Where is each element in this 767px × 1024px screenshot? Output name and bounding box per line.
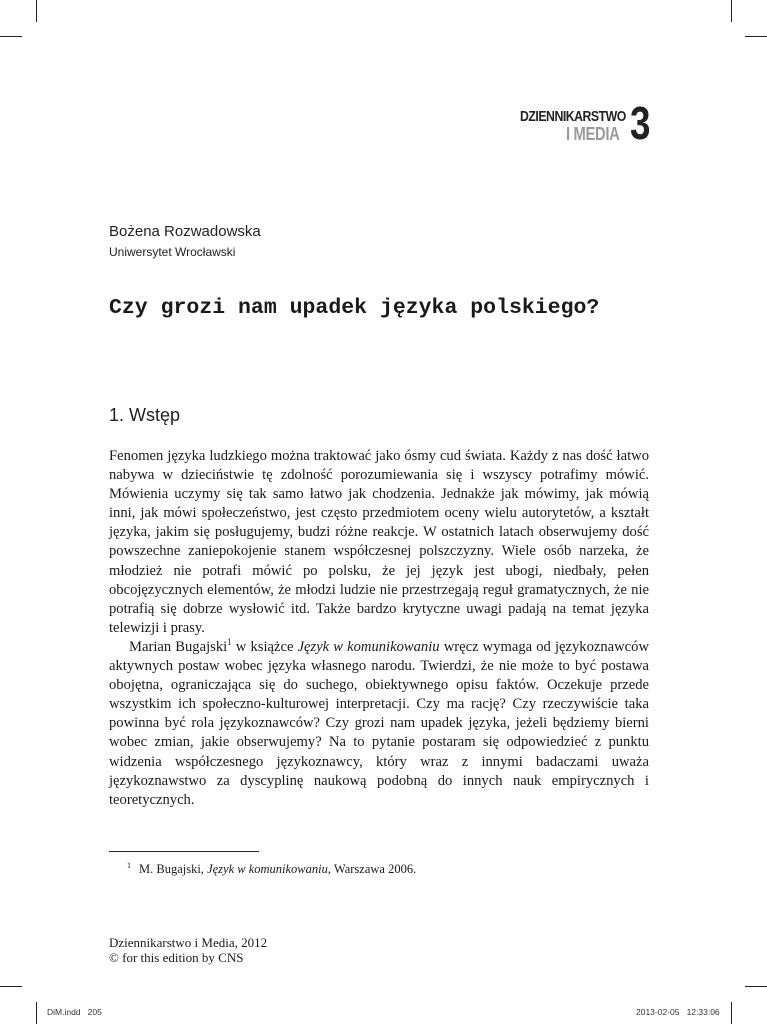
footnote-author: M. Bugajski, bbox=[139, 862, 208, 876]
copyright-notice: © for this edition by CNS bbox=[109, 950, 244, 965]
crop-mark-top-right-vertical bbox=[731, 0, 732, 22]
logo-issue-number: 3 bbox=[630, 97, 651, 149]
footnote bbox=[127, 861, 416, 877]
article-body bbox=[109, 447, 649, 810]
logo-title-line1: DZIENNIKARSTWO bbox=[520, 108, 626, 125]
journal-logo bbox=[520, 97, 656, 152]
author-name: Bożena Rozwadowska bbox=[109, 223, 261, 240]
footnote-divider bbox=[109, 851, 259, 852]
print-slug-file: DiM.indd 205 bbox=[47, 1007, 102, 1017]
print-slug-timestamp: 2013-02-05 12:33:06 bbox=[636, 1007, 720, 1017]
footnote-reference[interactable]: 1 bbox=[227, 636, 232, 647]
author-affiliation: Uniwersytet Wrocławski bbox=[109, 245, 236, 259]
paragraph-2-rest: wręcz wymaga od językoznawców aktywnych postaw wobec języka własnego narodu. Twierdzi, że nie może to być postawa obojętna, ograniczająca się do suchego, obiektywnego opisu faktów. Oczekuje przede wszystkim ich społeczno-kulturowej interpretacji. Czy ma rację? Czy rzeczywiście taka powinna być rola językoznawców? Czy grozi nam upadek języka, jeżeli będziemy bierni wobec zmian, jakie obserwujemy? Na to pytanie postaram się odpowiedzieć z punktu widzenia współczesnego językoznawcy, który wraz z innymi badaczami uważa językoznawstwo za dyscyplinę naukową podobną do innych nauk empirycznych i teoretycznych. bbox=[109, 638, 649, 808]
article-title: Czy grozi nam upadek języka polskiego? bbox=[109, 296, 600, 320]
paragraph-2-mid: w książce bbox=[231, 638, 298, 655]
crop-mark-top-right-horizontal bbox=[745, 36, 767, 37]
crop-mark-bottom-right-vertical bbox=[731, 1002, 732, 1024]
crop-mark-bottom-left-vertical bbox=[36, 1002, 37, 1024]
book-title: Język w komunikowaniu bbox=[297, 638, 440, 655]
footnote-number: 1 bbox=[127, 861, 131, 870]
crop-mark-bottom-left-horizontal bbox=[0, 986, 22, 987]
footnote-book: Język w komunikowaniu bbox=[207, 862, 328, 876]
logo-title-line2: I MEDIA bbox=[566, 124, 620, 144]
paragraph-1: Fenomen języka ludzkiego można traktować jako ósmy cud świata. Każdy z nas dość łatwo nabywa w dzieciństwie tę zdolność porozumiewania się i wszyscy potrafimy mówić. Mówienia uczymy się tak samo łatwo jak chodzenia. Jednakże jak mówimy, jak mówią inni, jak mówi społeczeństwo, jest często przedmiotem oceny wielu autorytetów, a kształt języka, jakim się posługujemy, budzi różne reakcje. W ostatnich latach obserwujemy dość powszechne zaniepokojenie stanem współczesnej polszczyzny. Wiele osób narzeka, że młodzież nie potrafi mówić po polsku, że jej język jest ubogi, niedbały, pełen obcojęzycznych elementów, że młodzi ludzie nie przestrzegają reguł gramatycznych, że nie potrafią się dobrze wysłowić itd. Także bardzo krytyczne uwagi padają na temat języka telewizji i prasy. bbox=[109, 448, 649, 636]
crop-mark-top-left-vertical bbox=[36, 0, 37, 22]
publication-info: Dziennikarstwo i Media, 2012 bbox=[109, 935, 268, 950]
crop-mark-bottom-right-horizontal bbox=[745, 986, 767, 987]
footnote-rest: , Warszawa 2006. bbox=[327, 862, 417, 876]
crop-mark-top-left-horizontal bbox=[0, 36, 22, 37]
paragraph-2 bbox=[109, 638, 649, 810]
paragraph-2-start: Marian Bugajski bbox=[129, 638, 228, 655]
section-heading: 1. Wstęp bbox=[109, 405, 181, 425]
